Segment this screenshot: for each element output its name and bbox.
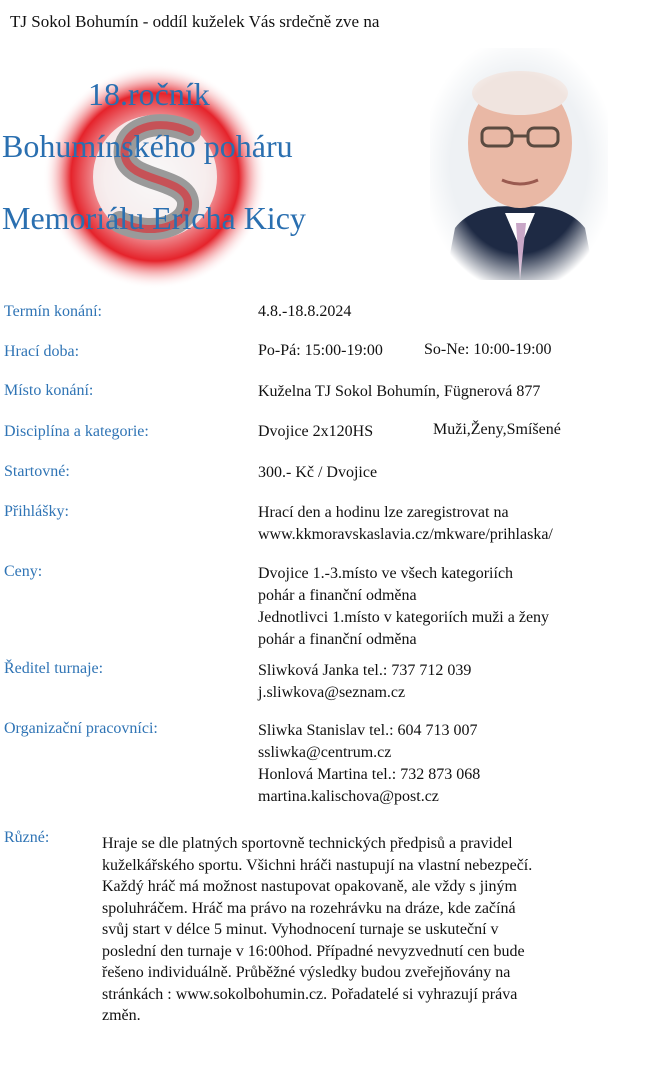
value-disciplina: Dvojice 2x120HS [258, 423, 374, 440]
ruzne-line: spoluhráčem. Hráč ma právo na rozehrávku na dráze, kde začíná [102, 899, 516, 917]
label-ruzne: Různé: [4, 829, 50, 846]
value-termin: 4.8.-18.8.2024 [258, 303, 352, 320]
organizacni-email[interactable]: martina.kalischova@post.cz [258, 788, 439, 805]
ruzne-line: změn. [102, 1007, 141, 1024]
ruzne-line: Hraje se dle platných sportovně technických předpisů a pravidel [102, 835, 513, 852]
label-prihlasky: Přihlášky: [4, 503, 69, 520]
label-reditel: Ředitel turnaje: [4, 660, 104, 677]
reditel-email[interactable]: j.sliwkova@seznam.cz [258, 684, 406, 701]
value-startovne: 300.- Kč / Dvojice [258, 464, 378, 481]
label-disciplina: Disciplína a kategorie: [4, 423, 149, 440]
intro-text: TJ Sokol Bohumín - oddíl kuželek Vás srdečně zve na [10, 12, 380, 31]
ruzne-line: poslední den turnaje v 16:00hod. Případné nevyzvednutí cen bude [102, 942, 525, 960]
reditel-line: Sliwková Janka tel.: 737 712 039 [258, 662, 472, 679]
label-misto: Místo konání: [4, 382, 94, 399]
label-organizacni: Organizační pracovníci: [4, 720, 158, 737]
value-kategorie: Muži,Ženy,Smíšené [433, 421, 561, 438]
ruzne-line: kuželkářského sportu. Všichni hráči nastupují na vlastní nebezpečí. [102, 856, 533, 874]
organizacni-line: Sliwka Stanislav tel.: 604 713 007 [258, 722, 478, 739]
value-reditel [258, 660, 471, 704]
ruzne-line: Každý hráč má možnost nastupovat opakovaně, ale vždy s jiným [102, 878, 517, 895]
value-hraci-doba-weekend: So-Ne: 10:00-19:00 [424, 341, 552, 358]
value-ceny [258, 563, 549, 651]
ceny-line: pohár a finanční odměna [258, 587, 417, 604]
title-line-1: 18.ročník [88, 76, 210, 112]
label-ceny: Ceny: [4, 563, 43, 580]
label-termin: Termín konání: [4, 303, 102, 320]
value-ruzne [102, 833, 622, 1027]
ruzne-line: stránkách : www.sokolbohumin.cz. Pořadatelé si vyhrazují práva [102, 985, 518, 1003]
label-hraci-doba: Hrací doba: [4, 343, 80, 360]
value-prihlasky [258, 502, 553, 546]
title-line-3: Memoriálu Ericha Kicy [2, 200, 306, 236]
ceny-line: pohár a finanční odměna [258, 631, 417, 648]
ceny-line: Jednotlivci 1.místo v kategoriích muži a ženy [258, 609, 550, 626]
ruzne-line: řešeno individuálně. Průběžné výsledky budou zveřejňovány na [102, 964, 511, 981]
organizacni-email[interactable]: ssliwka@centrum.cz [258, 744, 392, 761]
organizacni-line: Honlová Martina tel.: 732 873 068 [258, 766, 481, 783]
prihlasky-line: Hrací den a hodinu lze zaregistrovat na [258, 504, 509, 521]
portrait-photo [430, 48, 608, 280]
title-line-2: Bohumínského poháru [2, 128, 293, 164]
value-misto: Kuželna TJ Sokol Bohumín, Fügnerová 877 [258, 383, 541, 400]
value-organizacni [258, 720, 480, 808]
value-hraci-doba-weekdays: Po-Pá: 15:00-19:00 [258, 342, 383, 359]
ruzne-line: svůj start v délce 5 minut. Vyhodnocení turnaje se uskuteční v [102, 921, 499, 938]
label-startovne: Startovné: [4, 463, 70, 480]
ceny-line: Dvojice 1.-3.místo ve všech kategoriích [258, 565, 514, 582]
prihlasky-url[interactable]: www.kkmoravskaslavia.cz/mkware/prihlaska/ [258, 526, 553, 543]
